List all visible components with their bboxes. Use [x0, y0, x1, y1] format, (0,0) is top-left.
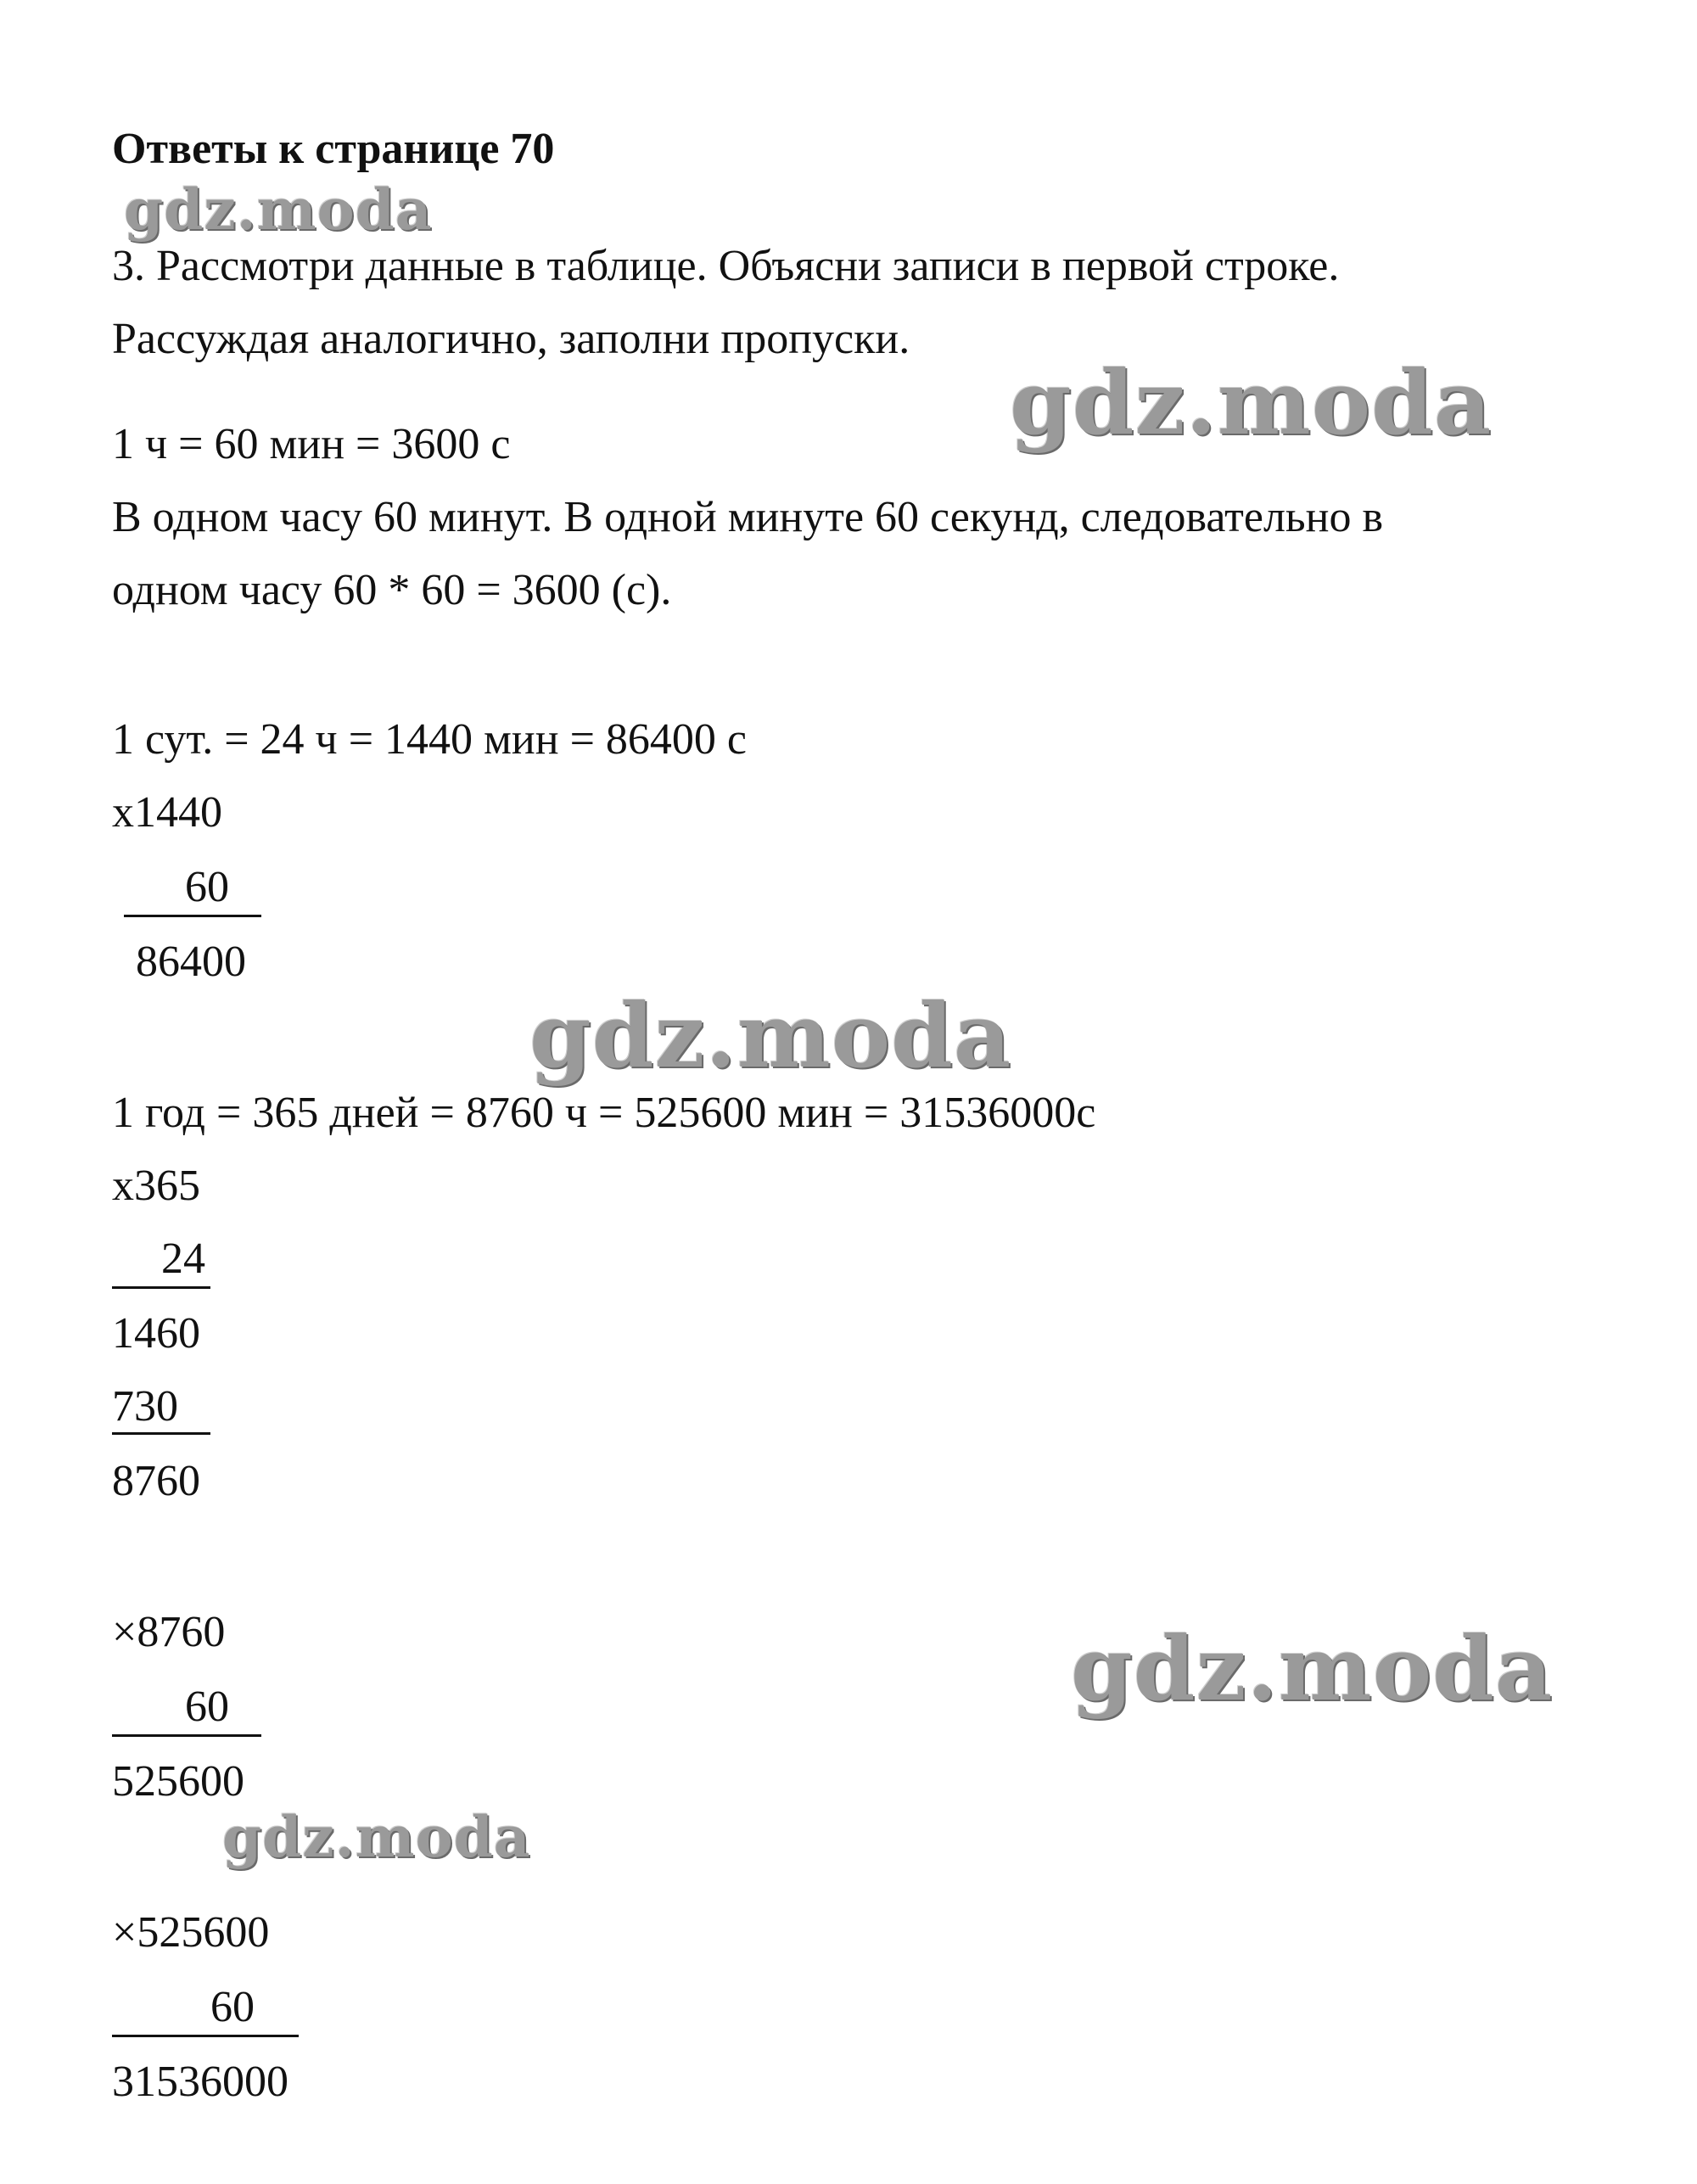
- hour-equation: 1 ч = 60 мин = 3600 с: [112, 420, 511, 468]
- day-mult-top: x1440: [112, 788, 222, 837]
- year-mult1-rule-2: [112, 1432, 210, 1435]
- watermark: gdz.moda: [529, 983, 1012, 1088]
- watermark: gdz.moda: [1010, 350, 1493, 455]
- task-text-line-2: Рассуждая аналогично, заполни пропуски.: [112, 315, 910, 363]
- year-mult3-top: ×525600: [112, 1908, 270, 1957]
- year-mult2-factor: 60: [185, 1683, 229, 1731]
- year-equation: 1 год = 365 дней = 8760 ч = 525600 мин = 31536000с: [112, 1089, 1096, 1137]
- watermark: gdz.moda: [124, 176, 433, 243]
- day-mult-result: 86400: [136, 938, 246, 986]
- watermark: gdz.moda: [1071, 1616, 1554, 1721]
- year-mult2-rule: [112, 1734, 261, 1737]
- year-mult1-rule-1: [112, 1286, 210, 1289]
- day-mult-rule: [124, 915, 261, 917]
- year-mult1-partial-1: 1460: [112, 1309, 200, 1358]
- page-title: Ответы к странице 70: [112, 125, 555, 173]
- year-mult1-top: x365: [112, 1162, 200, 1210]
- hour-explanation-line-1: В одном часу 60 минут. В одной минуте 60 секунд, следовательно в: [112, 493, 1383, 541]
- day-mult-factor: 60: [185, 863, 229, 911]
- year-mult1-factor: 24: [161, 1235, 205, 1283]
- year-mult3-rule: [112, 2035, 299, 2037]
- year-mult2-top: ×8760: [112, 1608, 226, 1656]
- year-mult3-result: 31536000: [112, 2058, 288, 2106]
- year-mult1-result: 8760: [112, 1457, 200, 1505]
- year-mult2-result: 525600: [112, 1757, 244, 1806]
- hour-explanation-line-2: одном часу 60 * 60 = 3600 (с).: [112, 566, 672, 614]
- watermark: gdz.moda: [222, 1804, 531, 1870]
- day-equation: 1 сут. = 24 ч = 1440 мин = 86400 с: [112, 715, 747, 764]
- year-mult1-partial-2: 730: [112, 1382, 178, 1431]
- year-mult3-factor: 60: [210, 1983, 255, 2031]
- task-text-line-1: 3. Рассмотри данные в таблице. Объясни записи в первой строке.: [112, 242, 1340, 290]
